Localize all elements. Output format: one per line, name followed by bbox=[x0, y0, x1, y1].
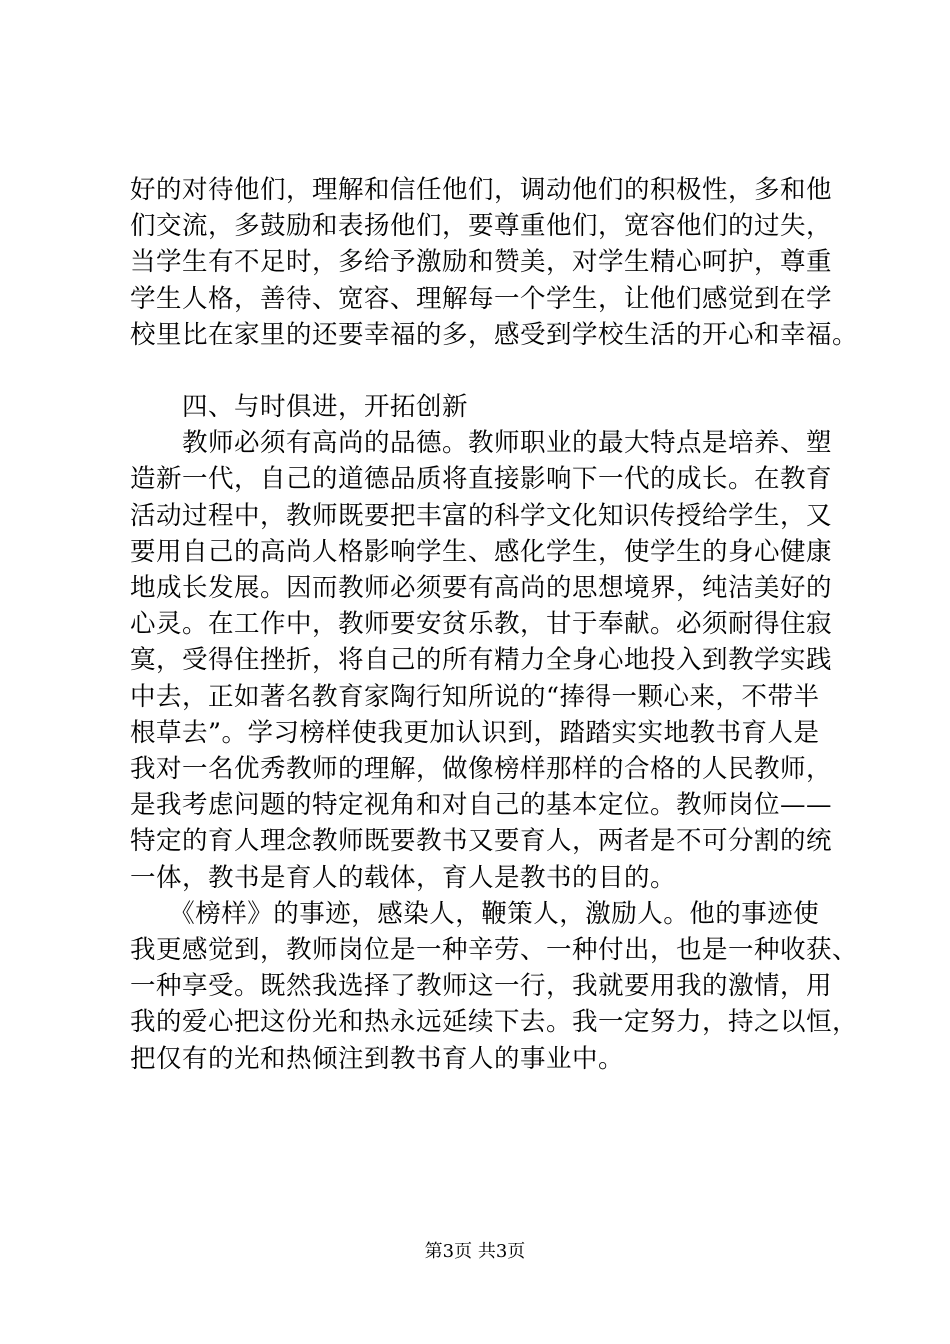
text-line: 教师必须有高尚的品德。教师职业的最大特点是培养、塑 bbox=[130, 428, 833, 459]
text-line: 活动过程中，教师既要把丰富的科学文化知识传授给学生，又 bbox=[130, 500, 833, 531]
text-line: 一种享受。既然我选择了教师这一行，我就要用我的激情，用 bbox=[130, 971, 833, 1002]
text-line: 我的爱心把这份光和热永远延续下去。我一定努力，持之以恒， bbox=[130, 1007, 859, 1038]
text-line: 校里比在家里的还要幸福的多，感受到学校生活的开心和幸福。 bbox=[130, 319, 859, 350]
text-line: 中去，正如著名教育家陶行知所说的“捧得一颗心来，不带半 bbox=[130, 681, 820, 712]
document-body bbox=[130, 172, 859, 1077]
paragraph-treatment-of-students bbox=[130, 172, 859, 353]
text-line: 是我考虑问题的特定视角和对自己的基本定位。教师岗位—— bbox=[130, 790, 833, 821]
text-line: 寞，受得住挫折，将自己的所有精力全身心地投入到教学实践 bbox=[130, 645, 833, 676]
section-heading bbox=[130, 389, 830, 425]
text-line: 特定的育人理念教师既要教书又要育人，两者是不可分割的统 bbox=[130, 826, 833, 857]
paragraph-teacher-morality bbox=[130, 425, 833, 896]
paragraph-role-model bbox=[130, 896, 859, 1077]
text-line: 把仅有的光和热倾注到教书育人的事业中。 bbox=[130, 1043, 625, 1074]
section-heading-text: 四、与时俱进，开拓创新 bbox=[130, 392, 469, 423]
text-line: 《榜样》的事迹，感染人，鞭策人，激励人。他的事迹使 bbox=[130, 898, 820, 929]
page-number-footer: 第3页 共3页 bbox=[424, 1241, 526, 1262]
text-line: 要用自己的高尚人格影响学生、感化学生，使学生的身心健康 bbox=[130, 536, 833, 567]
text-line: 们交流，多鼓励和表扬他们，要尊重他们，宽容他们的过失， bbox=[130, 211, 833, 242]
text-line: 我更感觉到，教师岗位是一种辛劳、一种付出，也是一种收获、 bbox=[130, 935, 859, 966]
text-line: 一体，教书是育人的载体，育人是教书的目的。 bbox=[130, 862, 677, 893]
text-line: 好的对待他们，理解和信任他们，调动他们的积极性，多和他 bbox=[130, 175, 833, 205]
text-line: 我对一名优秀教师的理解，做像榜样那样的合格的人民教师， bbox=[130, 754, 833, 785]
text-line: 造新一代，自己的道德品质将直接影响下一代的成长。在教育 bbox=[130, 464, 833, 495]
text-line: 根草去”。学习榜样使我更加认识到，踏踏实实地教书育人是 bbox=[130, 717, 820, 748]
text-line: 当学生有不足时，多给予激励和赞美，对学生精心呵护，尊重 bbox=[130, 247, 833, 278]
paragraph-spacer bbox=[130, 353, 830, 389]
text-line: 地成长发展。因而教师必须要有高尚的思想境界，纯洁美好的 bbox=[130, 573, 833, 604]
text-line: 学生人格，善待、宽容、理解每一个学生，让他们感觉到在学 bbox=[130, 283, 833, 314]
text-line: 心灵。在工作中，教师要安贫乐教，甘于奉献。必须耐得住寂 bbox=[130, 609, 833, 640]
